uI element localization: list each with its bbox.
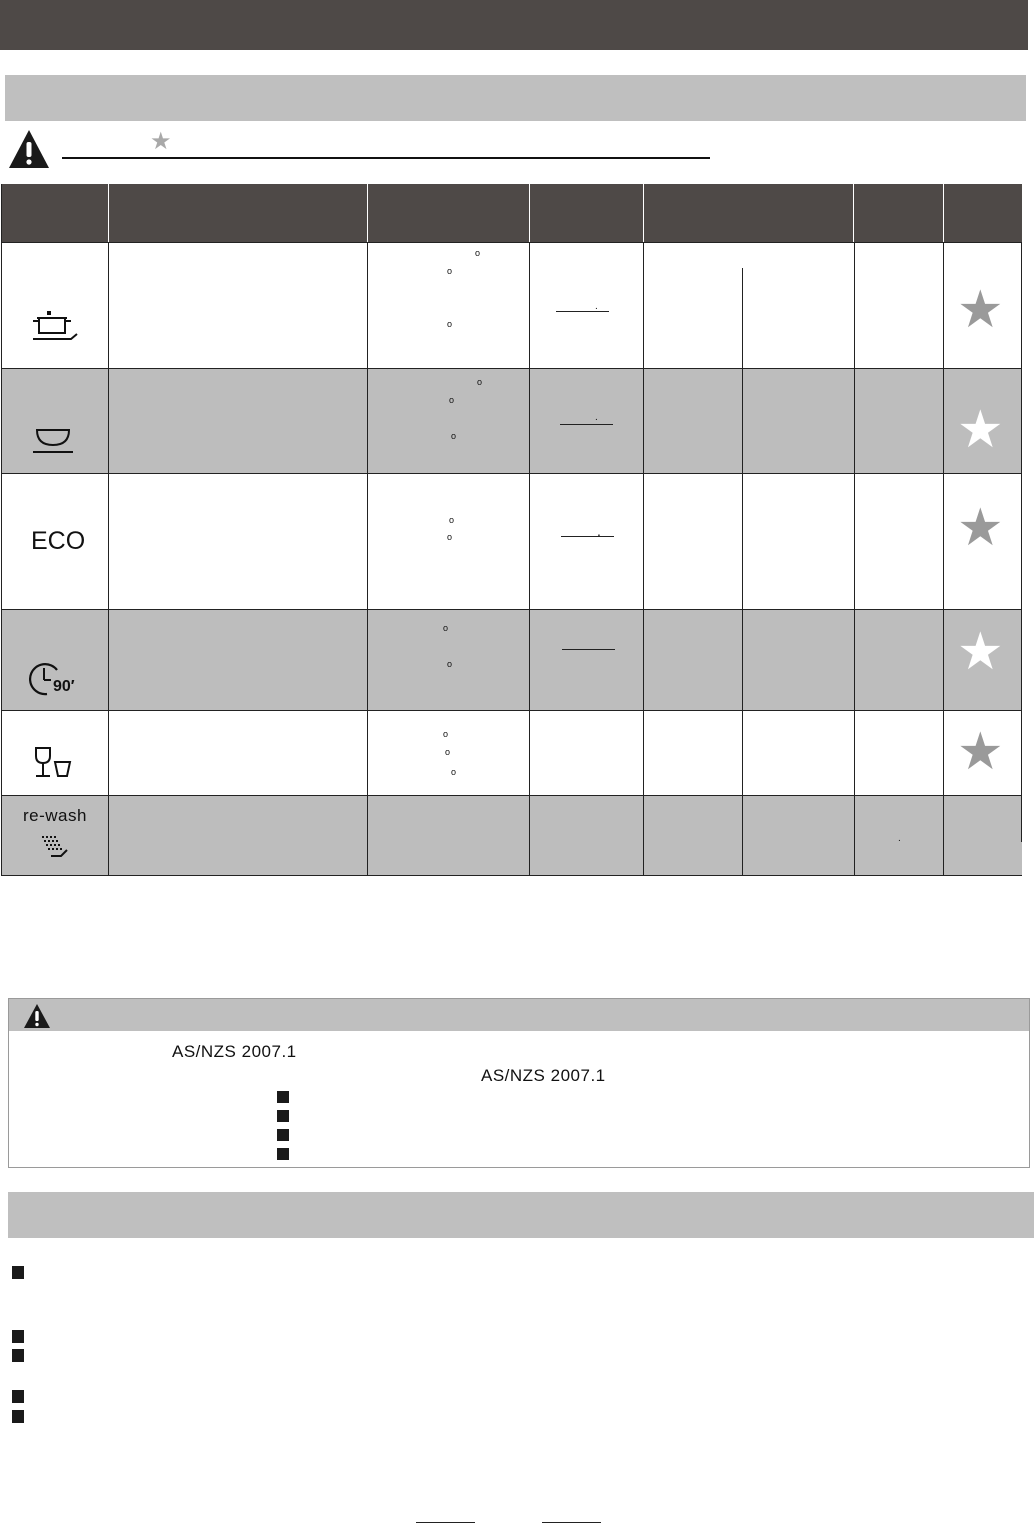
top-header-bar: [0, 0, 1028, 50]
bullet-icon: [12, 1266, 24, 1279]
legend-underline: [62, 157, 710, 159]
bullet-icon: [277, 1110, 289, 1122]
table-row-eco: [1, 473, 1022, 609]
table-row-normal: [1, 368, 1022, 473]
bullet-icon: [12, 1390, 24, 1403]
section-band-second: [8, 1192, 1034, 1238]
bullet-icon: [12, 1410, 24, 1423]
warning-icon: [7, 128, 51, 170]
bullet-icon: [277, 1091, 289, 1103]
star-rating-icon: ★: [957, 401, 1004, 459]
notice-header: [9, 999, 1029, 1031]
bullet-icon: [12, 1349, 24, 1362]
table-row-intensive: [1, 242, 1022, 368]
bullet-icon: [277, 1129, 289, 1141]
header-energy: [854, 184, 943, 242]
bullet-icon: [12, 1330, 24, 1343]
header-detergent: [530, 184, 643, 242]
program-table: o o o . ★ o o o . ★ ECO o o . ★ 90′ o o ★ o o o ★ re-wash .: [1, 184, 1022, 876]
legend-star-icon: ★: [150, 128, 172, 155]
glass-icon: [33, 746, 75, 780]
page-footer-underline: [542, 1522, 601, 1523]
pot-icon: [31, 309, 79, 345]
header-water: [944, 184, 1022, 242]
rinse-spray-icon: [39, 832, 71, 862]
header-runtime: [644, 184, 853, 242]
table-row-90min: [1, 609, 1022, 710]
warning-icon: [23, 1003, 51, 1029]
header-cycle: [368, 184, 529, 242]
star-rating-icon: ★: [957, 723, 1004, 781]
page-footer-underline: [416, 1522, 475, 1523]
section-band-program-chart: [5, 75, 1026, 121]
header-program: [1, 184, 108, 242]
eco-icon: ECO: [31, 527, 86, 555]
star-rating-icon: ★: [957, 281, 1004, 339]
table-row-rinse: [1, 795, 1022, 876]
standard-reference: AS/NZS 2007.1: [172, 1042, 297, 1061]
standard-reference: AS/NZS 2007.1: [481, 1066, 606, 1085]
header-selection-info: [109, 184, 367, 242]
bowl-icon: [31, 427, 77, 457]
star-rating-icon: ★: [957, 623, 1004, 681]
rewash-label: re-wash: [23, 806, 87, 825]
notice-box: [8, 998, 1030, 1168]
bullet-icon: [277, 1148, 289, 1160]
table-row-glass: [1, 710, 1022, 795]
star-rating-icon: ★: [957, 499, 1004, 557]
clock-90-label: 90′: [53, 678, 75, 695]
